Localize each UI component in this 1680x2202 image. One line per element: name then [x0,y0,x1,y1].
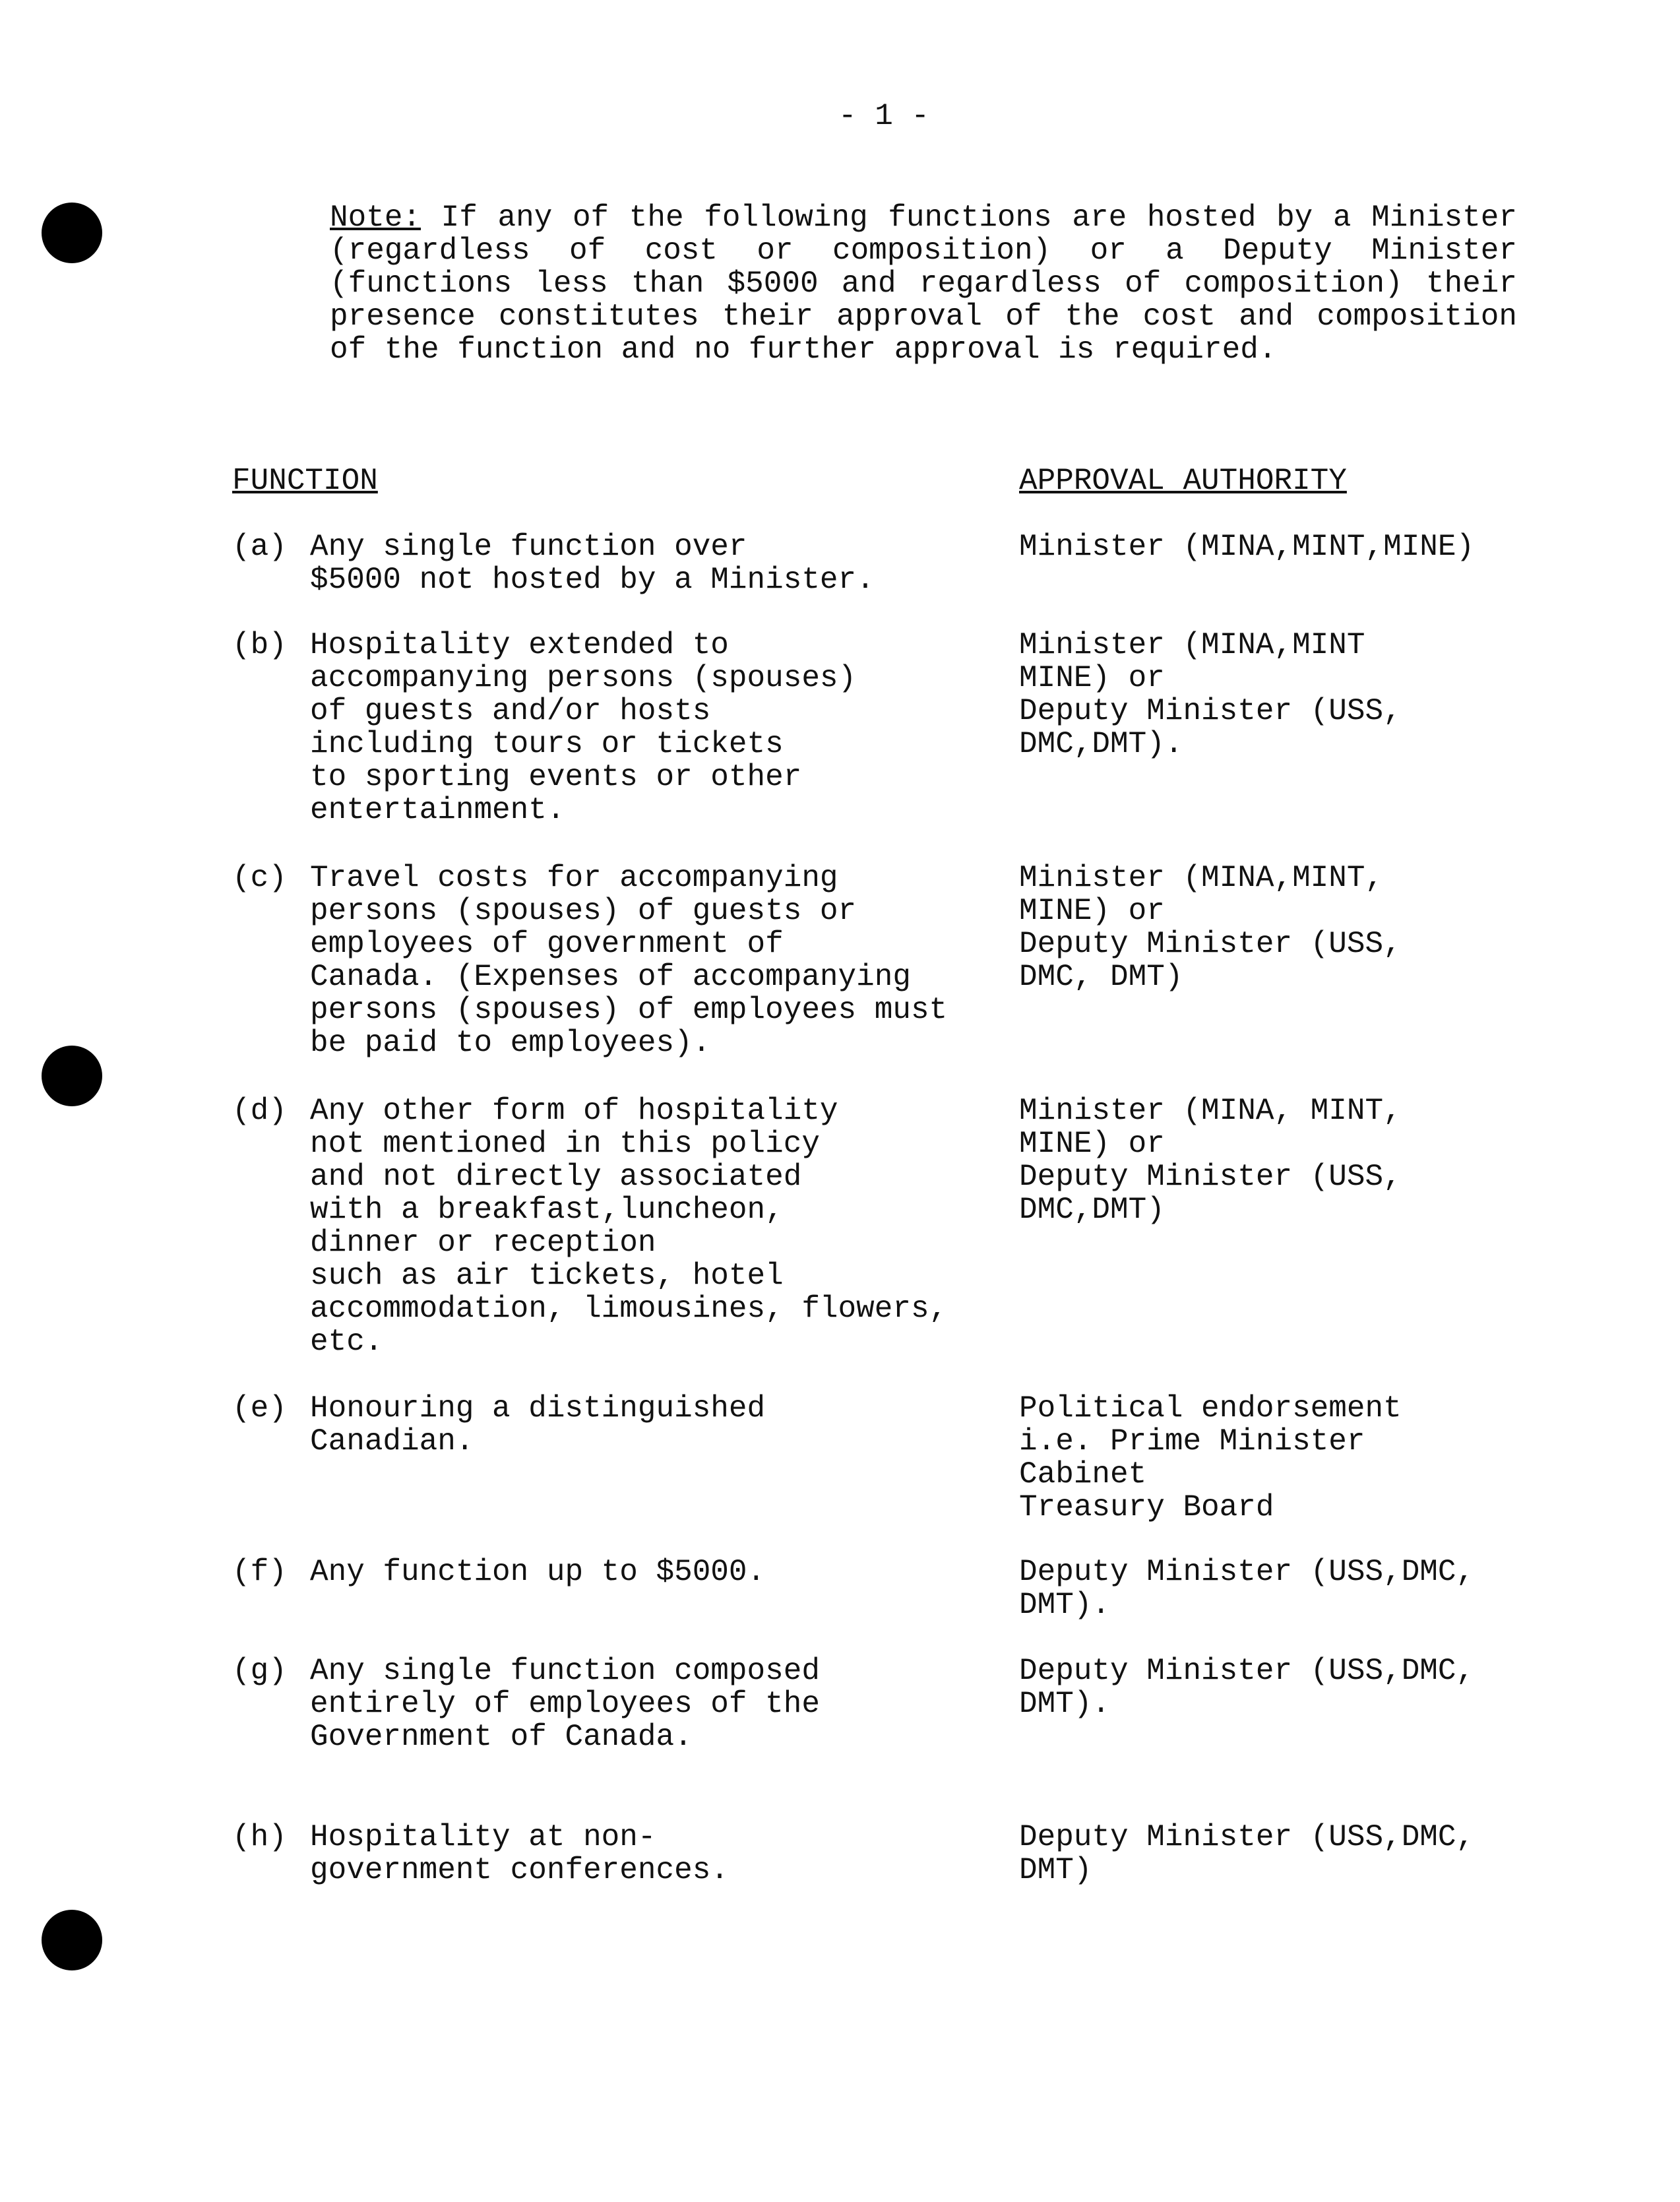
row-function: Any single function over $5000 not hosted by a Minister. [310,530,875,597]
row-function: Any single function composed entirely of employees of the Government of Canada. [310,1654,820,1754]
note-label: Note: [330,201,421,235]
row-function: Any function up to $5000. [310,1555,766,1589]
page-number: - 1 - [838,99,930,133]
row-function: Hospitality at non- government conferences. [310,1820,729,1887]
row-authority: Deputy Minister (USS,DMC, DMT). [1019,1555,1475,1622]
row-function: Hospitality extended to accompanying persons (spouses) of guests and/or hosts including tours or tickets to sporting events or other entertainment. [310,628,857,827]
row-letter: (d) [232,1094,287,1128]
note-paragraph [330,201,1517,366]
binder-hole [42,203,102,263]
row-letter: (g) [232,1654,287,1688]
row-function: Honouring a distinguished Canadian. [310,1391,766,1459]
row-authority: Political endorsement i.e. Prime Minister Cabinet Treasury Board [1019,1391,1402,1525]
row-authority: Minister (MINA,MINT,MINE) [1019,530,1475,564]
row-authority: Minister (MINA, MINT, MINE) or Deputy Minister (USS, DMC,DMT) [1019,1094,1402,1227]
row-authority: Deputy Minister (USS,DMC, DMT). [1019,1654,1475,1721]
row-authority: Minister (MINA,MINT MINE) or Deputy Minister (USS, DMC,DMT). [1019,628,1402,761]
row-letter: (b) [232,628,287,662]
row-function: Travel costs for accompanying persons (spouses) of guests or employees of government of Canada. (Expenses of accompanying persons (spouses) of employees must be paid to employees). [310,861,948,1060]
row-letter: (c) [232,861,287,895]
row-letter: (f) [232,1555,287,1589]
binder-hole [42,1046,102,1106]
row-function: Any other form of hospitality not mentioned in this policy and not directly associated with a breakfast,luncheon, dinner or reception such as air tickets, hotel accommodation, limousines, flowers, etc. [310,1094,948,1359]
function-column-header: FUNCTION [232,464,378,498]
row-letter: (h) [232,1820,287,1854]
row-authority: Deputy Minister (USS,DMC, DMT) [1019,1820,1475,1887]
row-letter: (a) [232,530,287,564]
row-authority: Minister (MINA,MINT, MINE) or Deputy Minister (USS, DMC, DMT) [1019,861,1402,994]
row-letter: (e) [232,1391,287,1426]
binder-hole [42,1910,102,1970]
note-text: If any of the following functions are hosted by a Minister (regardless of cost or composition) or a Deputy Minister (functions less than $5000 and regardless of composition) their presence constitutes their approval of the cost and composition of the function and no further approval is required. [330,201,1517,367]
approval-authority-column-header: APPROVAL AUTHORITY [1019,464,1347,498]
